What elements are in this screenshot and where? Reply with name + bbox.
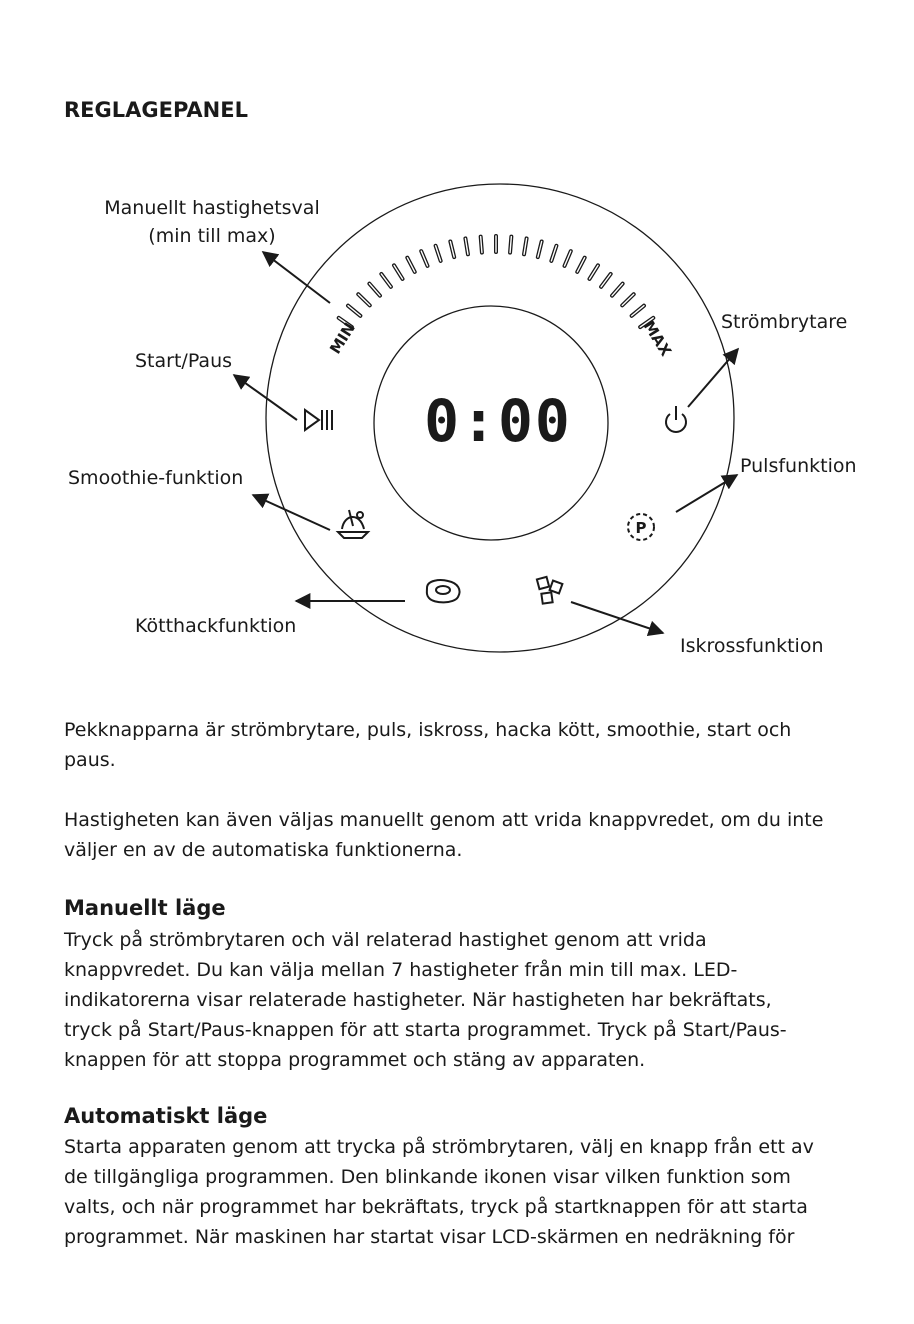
pulse-label: Pulsfunktion — [740, 455, 857, 477]
speed-tick-inner — [358, 294, 369, 305]
speed-label-line2: (min till max) — [148, 225, 276, 247]
manual-line-5: knappen för att stoppa programmet och stäng av apparaten. — [64, 1049, 646, 1071]
speed-tick-inner — [369, 284, 380, 296]
speed-tick-inner — [622, 294, 633, 305]
intro-line-1: Pekknapparna är strömbrytare, puls, iskross, hacka kött, smoothie, start och — [64, 719, 792, 741]
smoothie-label: Smoothie-funktion — [68, 467, 244, 489]
intro-line-2: paus. — [64, 749, 116, 771]
power-label: Strömbrytare — [721, 311, 848, 333]
pulse-icon[interactable] — [628, 514, 654, 540]
auto-mode-heading: Automatiskt läge — [64, 1104, 268, 1128]
page-title: REGLAGEPANEL — [64, 98, 248, 122]
svg-text:P: P — [635, 519, 647, 537]
speed-tick-inner — [565, 251, 571, 266]
speed-tick-inner — [632, 306, 644, 316]
min-label: MIN — [326, 319, 359, 358]
speed-tick-inner — [577, 258, 584, 272]
speed-tick-inner — [394, 265, 402, 279]
start-pause-label: Start/Paus — [135, 350, 233, 372]
auto-line-2: de tillgängliga programmen. Den blinkande ikonen visar vilken funktion som — [64, 1166, 791, 1188]
manual-line-3: indikatorerna visar relaterade hastigheter. När hastigheten har bekräftats, — [64, 989, 772, 1011]
speed-label-line1: Manuellt hastighetsval — [104, 197, 320, 219]
ice-arrow — [571, 602, 663, 633]
lcd-display: 0:00 — [424, 387, 572, 455]
pulse-arrow — [676, 475, 737, 512]
auto-line-4: programmet. När maskinen har startat visar LCD-skärmen en nedräkning för — [64, 1226, 795, 1248]
speed-tick-inner — [589, 265, 597, 279]
ice-icon[interactable] — [537, 577, 563, 604]
speed-tick-inner — [381, 274, 391, 287]
smoothie-icon[interactable] — [338, 510, 368, 538]
speed-tick-inner — [601, 274, 611, 287]
meat-label: Kötthackfunktion — [135, 615, 297, 637]
intro-line-4: väljer en av de automatiska funktionerna. — [64, 839, 463, 861]
speed-arrow — [263, 252, 330, 303]
play-pause-icon[interactable] — [305, 410, 332, 430]
manual-mode-heading: Manuellt läge — [64, 896, 226, 920]
manual-line-1: Tryck på strömbrytaren och väl relaterad hastighet genom att vrida — [64, 929, 707, 951]
speed-scale[interactable] — [339, 236, 654, 327]
speed-tick-inner — [348, 306, 360, 316]
ice-label: Iskrossfunktion — [680, 635, 824, 657]
speed-tick-inner — [612, 284, 623, 296]
control-panel-diagram — [0, 180, 914, 680]
power-icon[interactable] — [666, 406, 686, 432]
manual-line-2: knappvredet. Du kan välja mellan 7 hastigheter från min till max. LED- — [64, 959, 738, 981]
manual-line-4: tryck på Start/Paus-knappen för att starta programmet. Tryck på Start/Paus- — [64, 1019, 787, 1041]
auto-line-1: Starta apparaten genom att trycka på strömbrytaren, välj en knapp från ett av — [64, 1136, 814, 1158]
auto-line-3: valts, och när programmet har bekräftats, tryck på startknappen för att starta — [64, 1196, 808, 1218]
speed-tick-inner — [421, 251, 427, 266]
meat-icon[interactable] — [427, 580, 460, 602]
max-label: MAX — [639, 317, 676, 360]
intro-line-3: Hastigheten kan även väljas manuellt genom att vrida knappvredet, om du inte — [64, 809, 824, 831]
speed-tick-inner — [407, 258, 414, 272]
